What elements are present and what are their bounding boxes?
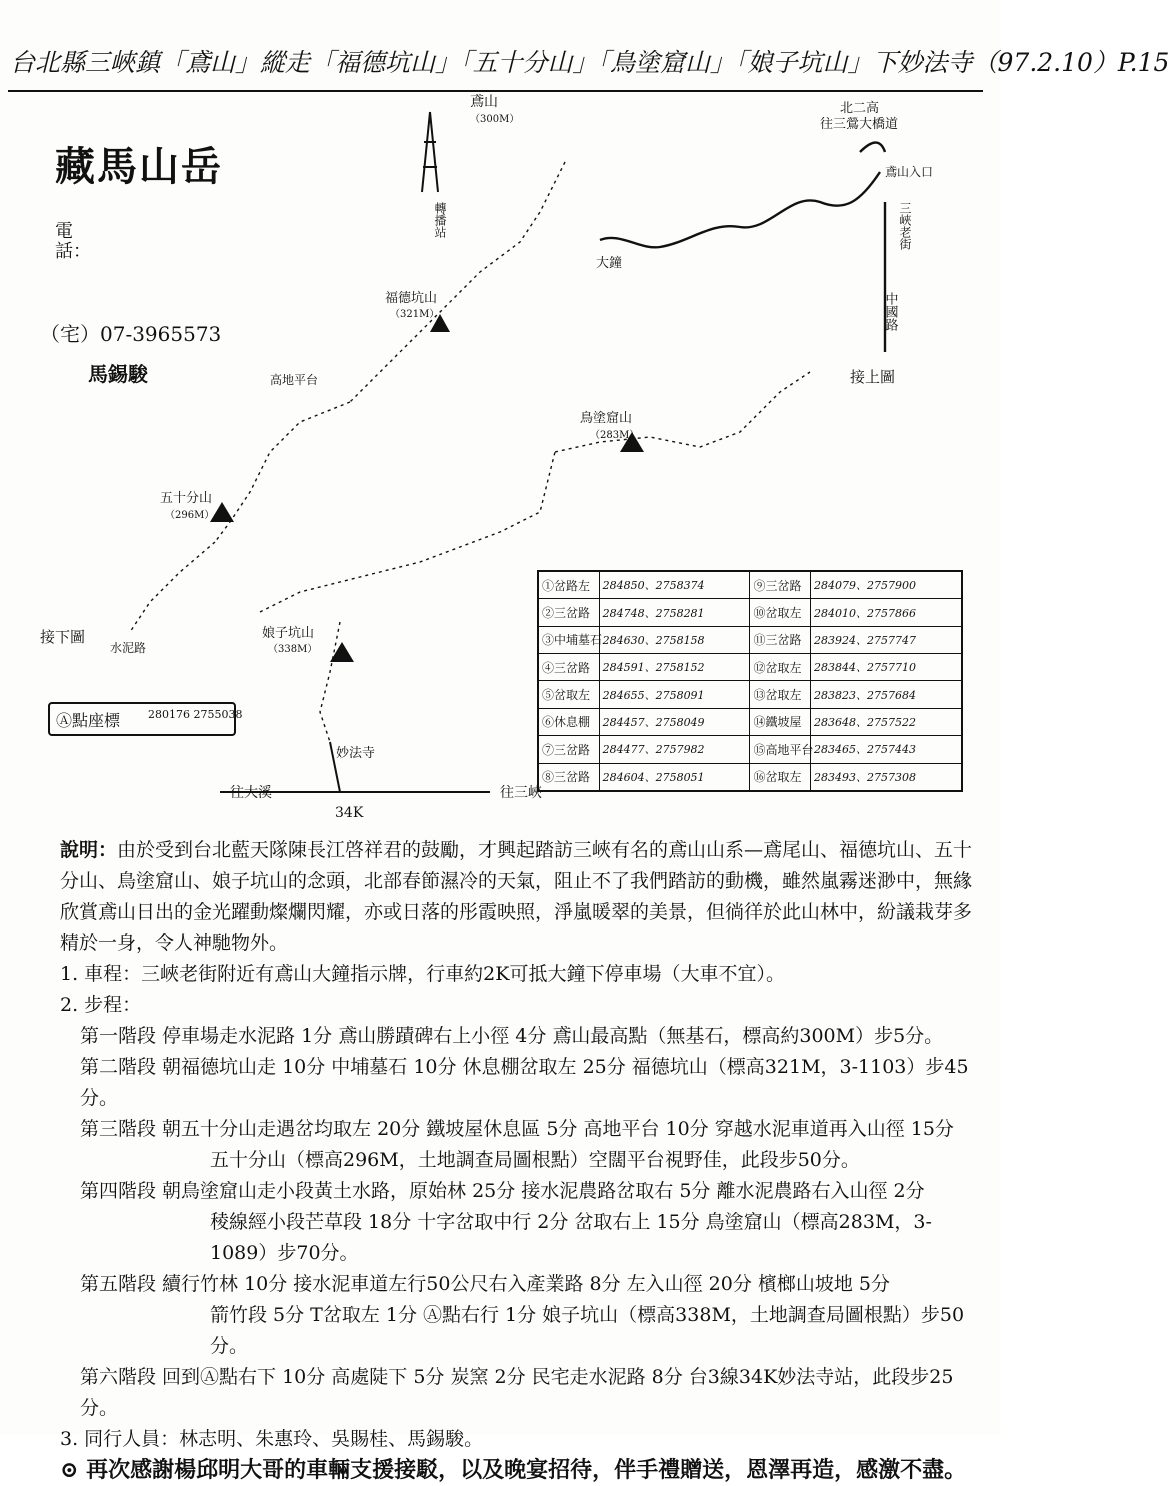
map-label-water-rd: 水泥路 bbox=[110, 641, 147, 655]
legend-coord: 280176 2755038 bbox=[148, 708, 243, 721]
trail-wushifen-west bbox=[130, 542, 215, 632]
checkpoint-name: ⑦三岔路 bbox=[538, 736, 599, 763]
step-item: 第五階段 續行竹林 10分 接水泥車道左行50公尺右入產業路 8分 左入山徑 20分 檳榔山坡地 5分 bbox=[80, 1273, 891, 1295]
page-title: 台北縣三峽鎮「鳶山」縱走「福德坑山」「五十分山」「鳥塗窟山」「娘子坑山」下妙法寺（97.2.10）P.15 bbox=[10, 48, 1169, 77]
table-row bbox=[538, 654, 962, 681]
checkpoint-coord: 284748、2758281 bbox=[599, 599, 750, 626]
step-item: 第一階段 停車場走水泥路 1分 鳶山勝蹟碑右上小徑 4分 鳶山最高點（無基石，標高約300M）步5分。 bbox=[80, 1025, 944, 1047]
checkpoint-name: ⑤岔取左 bbox=[538, 681, 599, 708]
checkpoint-coord: 284457、2758049 bbox=[599, 708, 750, 735]
desc-item3: 3. 同行人員：林志明、朱惠玲、吳賜桂、馬錫駿。 bbox=[60, 1428, 484, 1450]
map-label-old-street: 三峽老街 bbox=[898, 202, 912, 250]
entrance-road bbox=[860, 143, 885, 152]
description-block bbox=[60, 835, 975, 1486]
map-label-next-map: 接下圖 bbox=[40, 628, 86, 646]
table-row bbox=[538, 571, 962, 599]
step-item: 第二階段 朝福德坑山走 10分 中埔墓石 10分 休息棚岔取左 25分 福德坑山（標高321M，3-1103）步45分。 bbox=[80, 1056, 969, 1109]
phone-number: （宅）07-3965573 bbox=[40, 322, 222, 346]
trail-fude-wushifen bbox=[215, 402, 350, 542]
checkpoint-name: ⑥休息棚 bbox=[538, 708, 599, 735]
map-label-yuanshan: 鳶山 bbox=[470, 94, 498, 110]
map-label-wushifen-elev: （296M） bbox=[165, 510, 215, 521]
checkpoint-coord: 284477、2757982 bbox=[599, 736, 750, 763]
author-name: 馬錫駿 bbox=[88, 362, 148, 386]
legend-key: Ⓐ點座標 bbox=[48, 702, 236, 736]
checkpoint-name: ⑨三岔路 bbox=[750, 571, 811, 599]
map-label-niaotu-elev: （283M） bbox=[590, 430, 640, 441]
trail-yuanshan-fude bbox=[350, 162, 565, 402]
checkpoint-name: ②三岔路 bbox=[538, 599, 599, 626]
map-label-niangzi-elev: （338M） bbox=[268, 644, 318, 655]
relay-tower-icon bbox=[422, 112, 438, 192]
trail-niangzi bbox=[260, 452, 555, 612]
step-item: 第三階段 朝五十分山走遇岔均取左 20分 鐵坡屋休息區 5分 高地平台 10分 穿越水泥車道再入山徑 15分 bbox=[80, 1118, 954, 1140]
map-label-miaofa: 妙法寺 bbox=[336, 746, 376, 761]
table-row bbox=[538, 681, 962, 708]
step-item: 箭竹段 5分 T岔取左 1分 Ⓐ點右行 1分 娘子坑山（標高338M，土地調查局圖根點）步50分。 bbox=[210, 1304, 965, 1357]
checkpoint-name: ①岔路左 bbox=[538, 571, 599, 599]
desc-item2-head: 2. 步程： bbox=[60, 994, 142, 1016]
phone-label: 電話： bbox=[55, 221, 91, 262]
step-item: 五十分山（標高296M，土地調查局圖根點）空闊平台視野佳，此段步50分。 bbox=[210, 1149, 860, 1171]
checkpoint-table bbox=[537, 570, 963, 792]
map-label-to-sanxia: 往三峽 bbox=[500, 785, 542, 801]
checkpoint-coord: 284850、2758374 bbox=[599, 571, 750, 599]
checkpoint-name: ⑩岔取左 bbox=[750, 599, 811, 626]
checkpoint-name: ⑪三岔路 bbox=[750, 626, 811, 653]
main-road bbox=[600, 172, 880, 247]
map-label-bigbell: 大鐘 bbox=[596, 256, 623, 271]
map-label-niangzi: 娘子坑山 bbox=[262, 626, 315, 641]
checkpoint-coord: 284604、2758051 bbox=[599, 763, 750, 791]
checkpoint-coord: 283844、2757710 bbox=[811, 654, 962, 681]
logo-title: 藏馬山岳 bbox=[55, 143, 223, 190]
checkpoint-coord: 284010、2757866 bbox=[811, 599, 962, 626]
table-row bbox=[538, 626, 962, 653]
desc-intro: 由於受到台北藍天隊陳長江啓祥君的鼓勵，才興起踏訪三峽有名的鳶山山系—鳶尾山、福德坑山、五十分山、鳥塗窟山、娘子坑山的念頭，北部春節濕冷的天氣，阻止不了我們踏訪的動機，雖然嵐霧迷渺中，無緣欣賞鳶山日出的金光躍動燦爛閃耀，亦或日落的彤霞映照，淨嵐暖翠的美景，但徜徉於此山林中，紛議栽芽多精於一身，令人神馳物外。 bbox=[60, 839, 973, 954]
map-label-zhonghua: 中國路 bbox=[882, 292, 898, 331]
desc-thanks: ⊙ 再次感謝楊邱明大哥的車輛支援接駁，以及晚宴招待，伴手禮贈送，恩澤再造，感激不盡。 bbox=[60, 1457, 967, 1483]
step-item: 第六階段 回到Ⓐ點右下 10分 高處陡下 5分 炭窯 2分 民宅走水泥路 8分 台3線34K妙法寺站，此段步25分。 bbox=[80, 1366, 954, 1419]
step-item: 稜線經小段芒草段 18分 十字岔取中行 2分 岔取右上 15分 鳥塗窟山（標高283M，3-1089）步70分。 bbox=[210, 1211, 932, 1264]
desc-lead: 說明： bbox=[60, 839, 118, 861]
table-row bbox=[538, 763, 962, 791]
desc-intro-para bbox=[60, 835, 975, 959]
map-label-yuanshan-elev: （300M） bbox=[470, 114, 520, 125]
checkpoint-name: ⑫岔取左 bbox=[750, 654, 811, 681]
table-row bbox=[538, 736, 962, 763]
map-label-fudekeng-elev: （321M） bbox=[390, 309, 440, 320]
map-label-wushifen: 五十分山 bbox=[160, 491, 213, 506]
map-label-relay: 轉播站 bbox=[433, 202, 447, 238]
step-list bbox=[60, 1021, 975, 1424]
checkpoint-name: ③中埔墓石 bbox=[538, 626, 599, 653]
map-label-to-daxi: 往大溪 bbox=[230, 785, 272, 801]
map-label-niaotu: 鳥塗窟山 bbox=[580, 411, 633, 426]
map-label-entrance: 鳶山入口 bbox=[885, 165, 934, 179]
checkpoint-coord: 284079、2757900 bbox=[811, 571, 962, 599]
checkpoint-coord: 283924、2757747 bbox=[811, 626, 962, 653]
checkpoint-name: ④三岔路 bbox=[538, 654, 599, 681]
map-label-north-high: 北二高 bbox=[840, 101, 880, 116]
table-row bbox=[538, 599, 962, 626]
checkpoint-name: ⑯岔取左 bbox=[750, 763, 811, 791]
map-label-km: 34K bbox=[335, 805, 364, 821]
checkpoint-coord: 283465、2757443 bbox=[811, 736, 962, 763]
checkpoint-name: ⑭鐵坡屋 bbox=[750, 708, 811, 735]
checkpoint-coord: 284630、2758158 bbox=[599, 626, 750, 653]
map-label-prev-map: 接上圖 bbox=[850, 368, 896, 386]
checkpoint-name: ⑬岔取左 bbox=[750, 681, 811, 708]
table-row bbox=[538, 708, 962, 735]
map-label-fudekeng: 福德坑山 bbox=[385, 291, 438, 306]
checkpoint-coord: 284655、2758091 bbox=[599, 681, 750, 708]
desc-item1: 1. 車程：三峽老街附近有鳶山大鐘指示牌，行車約2K可抵大鐘下停車場（大車不宜）。 bbox=[60, 963, 785, 985]
step-item: 第四階段 朝鳥塗窟山走小段黃土水路，原始林 25分 接水泥農路岔取右 5分 離水泥農路右入山徑 2分 bbox=[80, 1180, 925, 1202]
checkpoint-coord: 283823、2757684 bbox=[811, 681, 962, 708]
checkpoint-name: ⑮高地平台 bbox=[750, 736, 811, 763]
checkpoint-coord: 283648、2757522 bbox=[811, 708, 962, 735]
map-label-intersection: 往三鶯大橋道 bbox=[820, 117, 899, 132]
checkpoint-name: ⑧三岔路 bbox=[538, 763, 599, 791]
checkpoint-coord: 284591、2758152 bbox=[599, 654, 750, 681]
map-label-highland: 高地平台 bbox=[270, 373, 319, 387]
checkpoint-coord: 283493、2757308 bbox=[811, 763, 962, 791]
trail-descent bbox=[320, 622, 340, 742]
